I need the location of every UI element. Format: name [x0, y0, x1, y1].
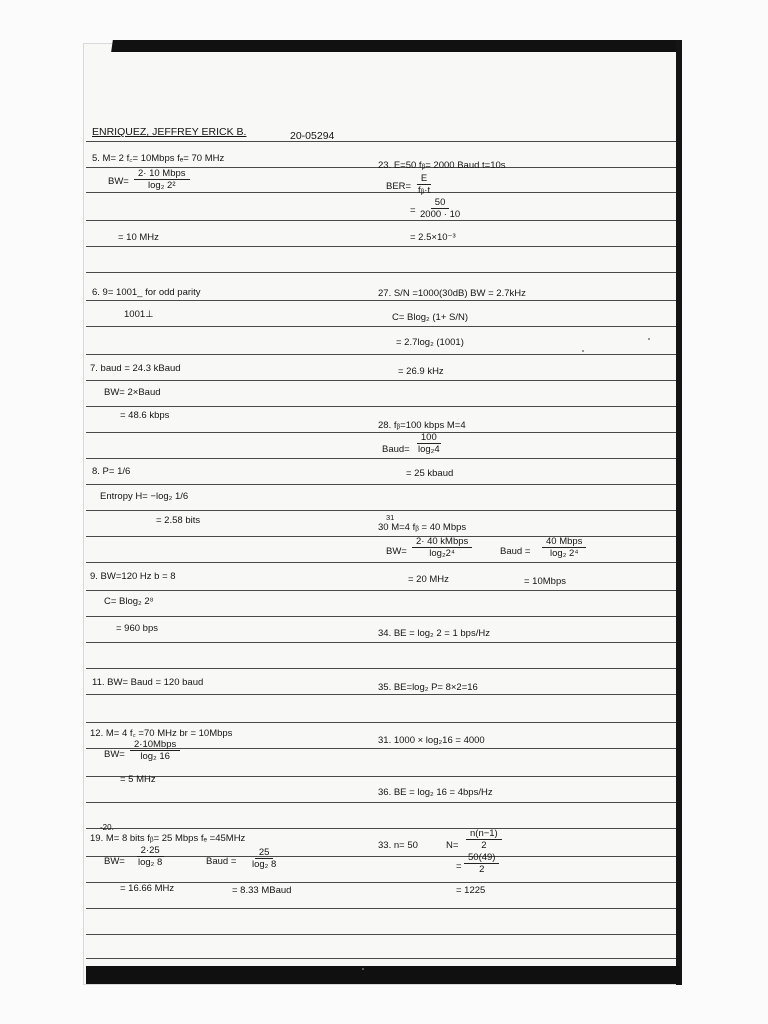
rule-line [86, 856, 676, 857]
denominator: log₂ 2⁴ [550, 548, 579, 559]
page-right-shadow [676, 40, 682, 985]
fraction [134, 168, 190, 191]
denominator: 2 [479, 864, 485, 875]
denominator: log₂ 2² [148, 180, 176, 191]
problem-result: = 1225 [456, 885, 486, 896]
rule-line [86, 958, 676, 959]
numerator: n(n−1) [466, 828, 502, 840]
problem-formula: C= Blog₂ 2⁸ [104, 596, 154, 607]
rule-line [86, 272, 676, 273]
baud-label: Baud = [206, 856, 237, 867]
numerator: 2·25 [137, 845, 164, 857]
problem-text: 36. BE = log₂ 16 = 4bps/Hz [378, 787, 493, 798]
problem-given: 27. S/N =1000(30dB) BW = 2.7kHz [378, 288, 526, 299]
rule-line [86, 326, 676, 327]
rule-line [86, 562, 676, 563]
problem-formula: C= Blog₂ (1+ S/N) [392, 312, 469, 323]
bw-label: BW= [104, 856, 125, 867]
problem-result: = 960 bps [116, 623, 158, 634]
denominator: log₂2⁴ [429, 548, 455, 559]
fraction [130, 739, 180, 762]
problem-text: 31. 1000 × log₂16 = 4000 [378, 735, 485, 746]
rule-line [86, 616, 676, 617]
problem-result: = 2.58 bits [156, 515, 201, 526]
problem-given: 28. fᵦ=100 kbps M=4 [378, 420, 466, 431]
rule-line [86, 510, 676, 511]
problem-given: 19. M= 8 bits fᵦ= 25 Mbps fₑ =45MHz [90, 833, 246, 844]
bw-result: = 20 MHz [408, 574, 449, 585]
problem-given: 5. M= 2 f꜀= 10Mbps fₑ= 70 MHz [92, 153, 225, 164]
equals-sign: = [410, 205, 416, 216]
problem-given: 6. 9= 1001_ for odd parity [92, 287, 201, 298]
problem-result: = 25 kbaud [406, 468, 454, 479]
rule-line [86, 668, 676, 669]
page-top-shadow [111, 40, 681, 52]
scan-speck [648, 338, 650, 340]
rule-line [86, 722, 676, 723]
rule-line [86, 406, 676, 407]
rule-line [86, 828, 676, 829]
student-id: 20-05294 [290, 130, 335, 142]
equals-sign: = [456, 861, 462, 872]
problem-given: 12. M= 4 f꜀ =70 MHz br = 10Mbps [90, 728, 233, 739]
numerator: 2· 40 kMbps [412, 536, 472, 548]
numerator: 100 [417, 432, 441, 444]
bw-label: BW= [386, 546, 407, 557]
numerator: E [417, 173, 431, 185]
n-label: N= [446, 840, 459, 851]
page-bottom-shadow [86, 966, 680, 984]
numerator: 2·10Mbps [130, 739, 180, 751]
rule-line [86, 776, 676, 777]
rule-line [86, 642, 676, 643]
ber-label: BER= [386, 181, 412, 192]
baud-label: Baud = [500, 546, 531, 557]
baud-label: Baud= [382, 444, 410, 455]
rule-line [86, 300, 676, 301]
rule-line [86, 908, 676, 909]
baud-result: = 10Mbps [524, 576, 566, 587]
baud-result: = 8.33 MBaud [232, 885, 292, 896]
denominator: fᵦ·t [418, 185, 431, 196]
denominator: log₂ 16 [140, 751, 170, 762]
fraction [414, 432, 444, 455]
fraction [416, 197, 464, 220]
problem-given: 33. n= 50 [378, 840, 418, 851]
rule-line [86, 458, 676, 459]
bw-label: BW= [104, 749, 125, 760]
problem-result: = 2.5×10⁻³ [410, 232, 456, 243]
rule-line [86, 246, 676, 247]
problem-text: 35. BE=log₂ P= 8×2=16 [378, 682, 478, 693]
problem-text: 34. BE = log₂ 2 = 1 bps/Hz [378, 628, 490, 639]
bw-label: BW= [108, 176, 129, 187]
problem-given: 23. E=50 fᵦ= 2000 Baud t=10s [378, 160, 506, 171]
problem-given: 9. BW=120 Hz b = 8 [90, 571, 176, 582]
rule-line [86, 354, 676, 355]
fraction [542, 536, 586, 559]
denominator: log₂ 8 [252, 859, 277, 870]
rule-line [86, 882, 676, 883]
denominator: log₂4 [418, 444, 440, 455]
problem-result: = 48.6 kbps [120, 410, 170, 421]
scan-speck [582, 350, 584, 352]
rule-line [86, 192, 676, 193]
numerator: 50(49) [464, 852, 499, 864]
entropy-formula: Entropy H= −log₂ 1/6 [100, 491, 189, 502]
problem-answer: 1001⊥ [124, 309, 154, 320]
scan-speck [362, 968, 364, 970]
rule-line [86, 934, 676, 935]
problem-bw: BW= 2×Baud [104, 387, 161, 398]
rule-line [86, 141, 676, 142]
fraction [412, 536, 472, 559]
numerator: 40 Mbps [542, 536, 586, 548]
fraction [248, 847, 280, 870]
index-note: 31 [386, 513, 395, 522]
numerator: 2· 10 Mbps [134, 168, 190, 180]
denominator: 2000 · 10 [420, 209, 461, 220]
rule-line [86, 802, 676, 803]
rule-line [86, 432, 676, 433]
problem-result: = 26.9 kHz [398, 366, 444, 377]
bw-result: = 16.66 MHz [120, 883, 175, 894]
fraction [134, 845, 166, 868]
rule-line [86, 380, 676, 381]
problem-result: = 5 MHz [120, 774, 156, 785]
denominator: 2 [481, 840, 487, 851]
rule-line [86, 536, 676, 537]
problem-given: 8. P= 1/6 [92, 466, 131, 477]
problem-given: 30 M=4 fᵦ = 40 Mbps [378, 522, 467, 533]
rule-line [86, 694, 676, 695]
student-name: ENRIQUEZ, JEFFREY ERICK B. [92, 126, 247, 138]
numerator: 50 [431, 197, 450, 209]
problem-text: 11. BW= Baud = 120 baud [92, 677, 204, 688]
rule-line [86, 484, 676, 485]
problem-step: = 2.7log₂ (1001) [396, 337, 464, 348]
numerator: 25 [255, 847, 274, 859]
problem-given: 7. baud = 24.3 kBaud [90, 363, 181, 374]
problem-prefix: -20. [100, 823, 114, 832]
fraction [464, 852, 499, 875]
fraction [466, 828, 502, 851]
denominator: log₂ 8 [138, 857, 163, 868]
rule-line [86, 220, 676, 221]
problem-result: = 10 MHz [118, 232, 159, 243]
fraction [414, 173, 434, 196]
rule-line [86, 590, 676, 591]
